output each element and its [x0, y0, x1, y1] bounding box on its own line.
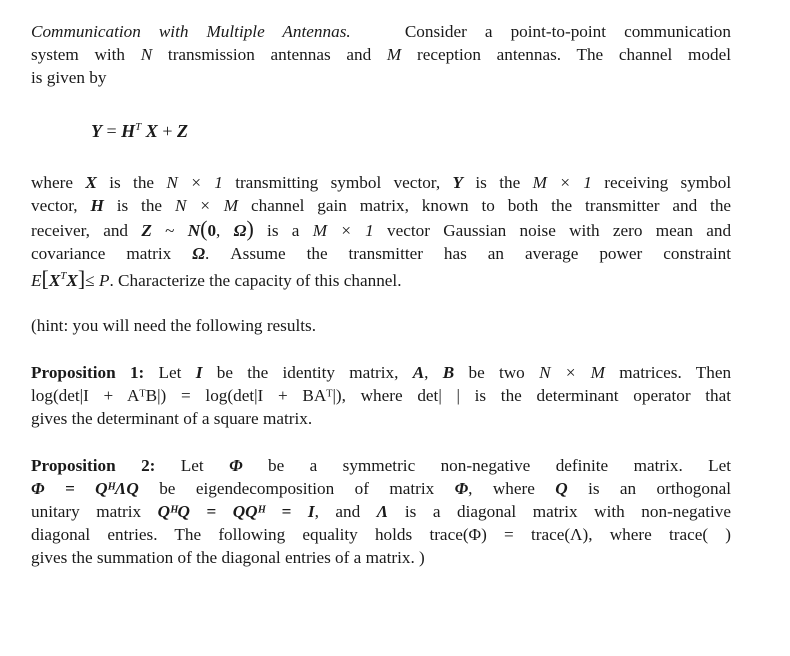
channel-equation: $Y = H^T$ X + Z	[91, 121, 188, 141]
proposition-2-label: Proposition 2:	[31, 456, 156, 475]
eigendecomposition: Φ = QᴴΛQ	[31, 479, 139, 498]
proposition-1: Proposition 1: Let I be the identity matrix, A, B be two N × M matrices. Then log(det|I + AᵀB|) = log(det|I + BAᵀ|), where det| | is the determinant operator that gives the determinant of a square matrix.	[31, 363, 732, 428]
proposition-1-lhs: log(det|I + AᵀB|)	[31, 386, 167, 405]
proposition-1-rhs: log(det|I + BAᵀ|)	[205, 386, 342, 405]
problem-title: Communication with Multiple Antennas.	[31, 22, 351, 41]
intro-paragraph: Communication with Multiple Antennas. Consider a point-to-point communication system with N transmission antennas and M reception antennas. The channel model is given by	[31, 22, 732, 87]
where-paragraph: where X is the N × 1 transmitting symbol vector, Y is the M × 1 receiving symbol vector, H is the N × M channel gain matrix, known to both the transmitter and the receiver, and Z ~ N(0, Ω) is a M × 1 vector Gaussian noise with zero mean and covariance matrix Ω. Assume the transmitter has an average power constraint $E[X^TX]\le P$. Characterize the capacity of this channel.	[31, 173, 732, 291]
proposition-2: Proposition 2: Let Φ be a symmetric non-negative definite matrix. Let Φ = QᴴΛQ be eigendecomposition of matrix Φ, where Q is an orthogonal unitary matrix QᴴQ = QQᴴ = I, and Λ is a diagonal matrix with non-negative diagonal entries. The following equality holds trace(Φ) = trace(Λ), where trace( ) gives the summation of the diagonal entries of a matrix. )	[31, 456, 732, 567]
unitary-identity: QᴴQ = QQᴴ = I	[157, 502, 315, 521]
proposition-1-label: Proposition 1:	[31, 363, 145, 382]
problem-page	[31, 20, 731, 569]
hint-line: (hint: you will need the following results.	[31, 316, 316, 335]
trace-equality: trace(Φ) = trace(Λ)	[429, 525, 589, 544]
